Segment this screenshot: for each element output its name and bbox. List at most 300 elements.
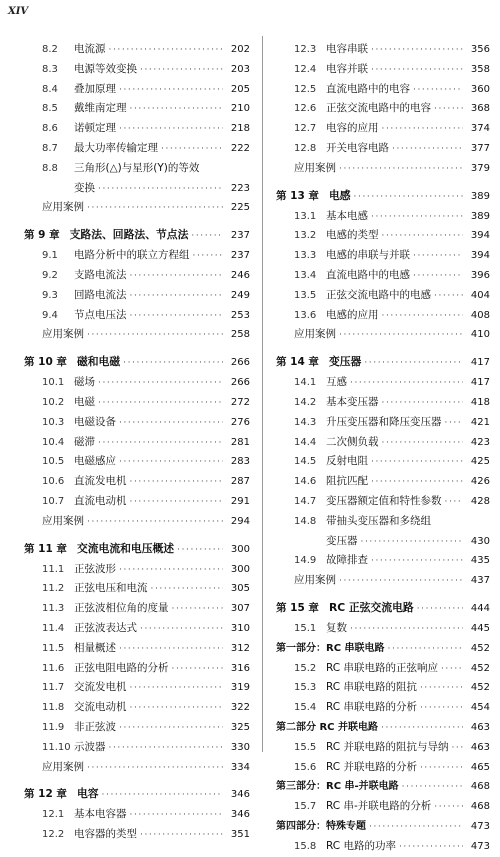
page-ref: 410	[470, 329, 490, 341]
toc-section[interactable]	[24, 678, 250, 698]
page-ref: 377	[470, 142, 490, 154]
page-ref: 281	[230, 436, 250, 448]
section-number: 11.1	[42, 563, 65, 575]
dot-leader	[123, 352, 223, 374]
section-number: 10.6	[42, 476, 65, 488]
section-number: 9.1	[42, 250, 58, 262]
section-number: 8.7	[42, 142, 58, 154]
toc-section[interactable]	[276, 99, 490, 119]
toc-section[interactable]	[276, 837, 490, 857]
toc-section[interactable]	[24, 619, 250, 639]
toc-part-heading[interactable]	[276, 718, 490, 738]
dot-leader	[193, 247, 224, 267]
page-ref: 330	[230, 741, 250, 753]
dot-leader	[119, 561, 223, 581]
page-ref: 445	[470, 622, 490, 634]
toc-section[interactable]	[24, 286, 250, 306]
toc-section[interactable]	[276, 139, 490, 159]
entry-title: 电感的应用	[326, 308, 379, 321]
dot-leader	[434, 100, 463, 120]
section-number: 12.7	[294, 123, 317, 135]
page-ref: 454	[470, 702, 490, 714]
page-ref: 473	[470, 820, 490, 832]
entry-title: 示波器	[74, 740, 106, 753]
dot-leader	[413, 267, 463, 287]
dot-leader	[172, 600, 224, 620]
page-ref: 291	[230, 495, 250, 507]
toc-right-column	[276, 40, 490, 856]
page-ref: 246	[230, 269, 250, 281]
dot-leader	[388, 640, 463, 660]
dot-leader	[130, 267, 224, 287]
toc-section[interactable]	[24, 639, 250, 659]
toc-entry[interactable]	[24, 512, 250, 532]
toc-section[interactable]	[276, 373, 490, 393]
section-number: 12.1	[42, 809, 65, 821]
entry-title: 回路电流法	[74, 288, 127, 301]
entry-title: RC 串联电路的阻抗	[326, 681, 417, 694]
dot-leader	[382, 434, 464, 454]
page-ref: 389	[470, 210, 490, 222]
page-ref: 237	[230, 230, 250, 242]
section-number: 15.2	[294, 662, 317, 674]
page-ref: 408	[470, 309, 490, 321]
entry-title: 叠加原理	[74, 82, 116, 95]
page-ref: 374	[470, 123, 490, 135]
page-ref: 225	[230, 202, 250, 214]
entry-title: 电源等效变换	[74, 62, 137, 75]
toc-section[interactable]	[276, 60, 490, 80]
dot-leader	[420, 759, 463, 779]
page-ref: 237	[230, 250, 250, 262]
entry-title: 相量概述	[74, 641, 116, 654]
toc-section[interactable]	[276, 226, 490, 246]
page-ref: 396	[470, 269, 490, 281]
section-number: 11.9	[42, 721, 65, 733]
dot-leader	[119, 120, 223, 140]
page-ref: 258	[230, 329, 250, 341]
page-ref: 319	[230, 682, 250, 694]
toc-section[interactable]	[276, 698, 490, 718]
chapter-number: 第 12 章	[24, 788, 67, 801]
toc-section[interactable]	[276, 659, 490, 679]
section-number: 13.4	[294, 269, 317, 281]
toc-section[interactable]	[276, 452, 490, 472]
page-ref: 223	[230, 182, 250, 194]
toc-chapter[interactable]	[24, 224, 250, 246]
toc-section[interactable]	[276, 207, 490, 227]
page-ref: 312	[230, 642, 250, 654]
entry-title: 正弦交流电路中的电容	[326, 102, 431, 115]
dot-leader	[172, 660, 224, 680]
toc-entry[interactable]	[276, 571, 490, 591]
section-number: 14.8	[294, 515, 317, 527]
toc-section[interactable]	[24, 805, 250, 825]
toc-section-continuation[interactable]	[24, 179, 250, 199]
page-ref: 379	[470, 162, 490, 174]
entry-title: 电磁设备	[74, 415, 116, 428]
page-ref: 351	[230, 829, 250, 841]
page-ref: 272	[230, 396, 250, 408]
entry-title: 电感	[328, 188, 351, 202]
entry-title: 互感	[326, 376, 347, 389]
page-ref: 305	[230, 583, 250, 595]
section-number: 14.3	[294, 416, 317, 428]
section-number: 11.4	[42, 622, 65, 634]
dot-leader	[382, 307, 464, 327]
entry-title: 直流发电机	[74, 475, 127, 488]
toc-section[interactable]	[24, 560, 250, 580]
entry-title: 应用案例	[294, 574, 336, 587]
toc-entry[interactable]	[276, 325, 490, 345]
entry-title: 磁场	[74, 376, 95, 389]
toc-section[interactable]	[24, 139, 250, 159]
section-number: 13.1	[294, 210, 317, 222]
toc-section[interactable]	[276, 119, 490, 139]
section-number: 13.5	[294, 289, 317, 301]
toc-section[interactable]	[276, 413, 490, 433]
dot-leader	[420, 679, 463, 699]
entry-title: 电容	[76, 787, 99, 801]
dot-leader	[371, 473, 463, 493]
page-ref: 249	[230, 289, 250, 301]
page-ref: 463	[470, 741, 490, 753]
page-ref: 266	[230, 357, 250, 369]
page-ref: 404	[470, 289, 490, 301]
dot-leader	[402, 778, 463, 798]
toc-section[interactable]	[24, 119, 250, 139]
dot-leader	[434, 798, 463, 818]
dot-leader	[382, 394, 464, 414]
section-number: 9.3	[42, 289, 58, 301]
section-number: 14.4	[294, 436, 317, 448]
dot-leader	[350, 374, 463, 394]
dot-leader	[119, 414, 223, 434]
dot-leader	[177, 539, 223, 561]
section-number: 15.8	[294, 840, 317, 852]
toc-section[interactable]	[276, 433, 490, 453]
toc-section[interactable]	[24, 246, 250, 266]
toc-section[interactable]	[24, 306, 250, 326]
column-divider	[262, 36, 263, 752]
dot-leader	[119, 719, 223, 739]
entry-title: 带抽头变压器和多绕组	[326, 514, 431, 527]
chapter-number: 第 13 章	[276, 189, 319, 202]
dot-leader	[102, 784, 223, 806]
toc-section[interactable]	[276, 286, 490, 306]
section-number: 15.4	[294, 702, 317, 714]
toc-section[interactable]	[276, 758, 490, 778]
dot-leader	[109, 739, 224, 759]
dot-leader	[350, 620, 463, 640]
entry-title: 应用案例	[42, 328, 84, 341]
section-number: 10.2	[42, 396, 65, 408]
entry-title: 变压器	[326, 534, 358, 547]
dot-leader	[98, 374, 223, 394]
page-ref: 205	[230, 83, 250, 95]
entry-title: RC 串联电路的分析	[326, 701, 417, 714]
dot-leader	[140, 61, 223, 81]
page-ref: 316	[230, 662, 250, 674]
toc-section[interactable]	[24, 472, 250, 492]
toc-entry[interactable]	[24, 198, 250, 218]
entry-title: 电容的应用	[326, 122, 379, 135]
dot-leader	[420, 699, 463, 719]
page-ref: 222	[230, 142, 250, 154]
page-number: XIV	[8, 6, 29, 17]
toc-section[interactable]	[24, 60, 250, 80]
page-ref: 473	[470, 840, 490, 852]
entry-title: 正弦波形	[74, 562, 116, 575]
entry-title: 电容器的类型	[74, 828, 137, 841]
dot-leader	[417, 598, 463, 620]
entry-title: 升压变压器和降压变压器	[326, 415, 442, 428]
toc-section[interactable]	[276, 393, 490, 413]
dot-leader	[87, 326, 223, 346]
toc-section[interactable]	[24, 159, 250, 179]
page-ref: 444	[470, 602, 490, 614]
toc-chapter[interactable]	[276, 185, 490, 207]
toc-chapter[interactable]	[24, 351, 250, 373]
toc-section[interactable]	[24, 99, 250, 119]
toc-section[interactable]	[24, 825, 250, 845]
toc-section[interactable]	[276, 797, 490, 817]
dot-leader	[151, 580, 224, 600]
toc-section[interactable]	[276, 306, 490, 326]
page-ref: 417	[470, 377, 490, 389]
dot-leader	[451, 739, 463, 759]
page-ref: 423	[470, 436, 490, 448]
entry-title: 正弦交流电路中的电感	[326, 288, 431, 301]
page-ref: 202	[230, 44, 250, 55]
dot-leader	[339, 326, 463, 346]
section-number: 13.6	[294, 309, 317, 321]
section-number: 11.5	[42, 642, 65, 654]
section-number: 8.8	[42, 162, 58, 174]
entry-title: 应用案例	[294, 161, 336, 174]
page-ref: 334	[230, 761, 250, 773]
section-number: 11.2	[42, 583, 65, 595]
entry-title: RC 并联电路的分析	[326, 760, 417, 773]
page-ref: 346	[230, 789, 250, 801]
toc-section[interactable]	[24, 492, 250, 512]
page-ref: 437	[470, 575, 490, 587]
page-ref: 346	[230, 809, 250, 821]
entry-title: 交流电流和电压概述	[76, 541, 175, 555]
dot-leader	[130, 679, 224, 699]
toc-section[interactable]	[276, 246, 490, 266]
toc-entry[interactable]	[24, 325, 250, 345]
entry-title: 诺顿定理	[74, 122, 116, 135]
entry-title: 第三部分：RC 串-并联电路	[276, 781, 399, 793]
entry-title: 应用案例	[294, 328, 336, 341]
entry-title: RC 串联电路的正弦响应	[326, 661, 438, 674]
page-ref: 425	[470, 456, 490, 468]
section-number: 14.1	[294, 377, 317, 389]
toc-section[interactable]	[24, 698, 250, 718]
entry-title: 直流电路中的电容	[326, 82, 410, 95]
section-number: 8.5	[42, 103, 58, 115]
entry-title: 阻抗匹配	[326, 475, 368, 488]
toc-section[interactable]	[24, 393, 250, 413]
page-ref: 300	[230, 543, 250, 555]
section-number: 15.5	[294, 741, 317, 753]
toc-section[interactable]	[24, 433, 250, 453]
entry-title: 第一部分：RC 串联电路	[276, 642, 385, 654]
entry-title: 二次侧负载	[326, 435, 379, 448]
section-number: 12.8	[294, 142, 317, 154]
page-ref: 300	[230, 563, 250, 575]
entry-title: RC 正弦交流电路	[328, 600, 414, 614]
entry-title: 应用案例	[42, 760, 84, 773]
entry-title: 最大功率传输定理	[74, 141, 158, 154]
entry-title: 非正弦波	[74, 720, 116, 733]
section-number: 8.6	[42, 123, 58, 135]
toc-section[interactable]	[24, 413, 250, 433]
dot-leader	[382, 227, 464, 247]
toc-entry[interactable]	[24, 758, 250, 778]
entry-title: RC 串-并联电路的分析	[326, 800, 432, 813]
entry-title: 直流电动机	[74, 494, 127, 507]
dot-leader	[371, 453, 463, 473]
section-number: 15.6	[294, 761, 317, 773]
dot-leader	[130, 806, 224, 826]
entry-title: 开关电容电路	[326, 141, 389, 154]
page-ref: 325	[230, 721, 250, 733]
page-ref: 452	[470, 642, 490, 654]
toc-section[interactable]	[276, 492, 490, 512]
toc-entry[interactable]	[276, 159, 490, 179]
dot-leader	[191, 225, 223, 247]
page-ref: 294	[230, 515, 250, 527]
entry-title: 基本变压器	[326, 395, 379, 408]
section-number: 10.7	[42, 495, 65, 507]
section-number: 13.3	[294, 250, 317, 262]
entry-title: 电磁感应	[74, 455, 116, 468]
page-ref: 356	[470, 44, 490, 55]
dot-leader	[361, 533, 464, 553]
toc-section[interactable]	[24, 599, 250, 619]
section-number: 12.3	[294, 44, 317, 55]
dot-leader	[371, 208, 463, 228]
entry-title: 三角形(△)与星形(Y)的等效	[74, 161, 200, 174]
toc-section[interactable]	[24, 266, 250, 286]
entry-title: 磁滞	[74, 435, 95, 448]
entry-title: 正弦电压和电流	[74, 582, 148, 595]
toc-section[interactable]	[276, 551, 490, 571]
section-number: 14.7	[294, 495, 317, 507]
toc-chapter[interactable]	[24, 783, 250, 805]
dot-leader	[364, 352, 463, 374]
toc-section[interactable]	[276, 512, 490, 532]
entry-title: 变压器额定值和特性参数	[326, 494, 442, 507]
page-ref: 203	[230, 63, 250, 75]
dot-leader	[130, 307, 224, 327]
page-ref: 266	[230, 377, 250, 389]
toc-section[interactable]	[24, 80, 250, 100]
page-ref: 468	[470, 801, 490, 813]
toc-section[interactable]	[276, 678, 490, 698]
entry-title: 电路分析中的联立方程组	[74, 249, 190, 262]
dot-leader	[399, 838, 463, 857]
entry-title: 变压器	[328, 355, 362, 369]
entry-title: 第二部分 RC 并联电路	[276, 721, 379, 733]
toc-section[interactable]	[276, 266, 490, 286]
dot-leader	[413, 81, 463, 101]
entry-title: 变换	[74, 181, 95, 194]
section-number: 11.10	[42, 741, 71, 753]
dot-leader	[413, 247, 463, 267]
toc-section[interactable]	[276, 80, 490, 100]
entry-title: 正弦波表达式	[74, 621, 137, 634]
toc-section[interactable]	[24, 718, 250, 738]
toc-chapter[interactable]	[24, 538, 250, 560]
toc-section[interactable]	[276, 619, 490, 639]
page-ref: 253	[230, 309, 250, 321]
section-number: 14.2	[294, 396, 317, 408]
toc-section[interactable]	[24, 659, 250, 679]
dot-leader	[382, 120, 464, 140]
page-ref: 287	[230, 476, 250, 488]
page-ref: 421	[470, 416, 490, 428]
toc-section[interactable]	[276, 40, 490, 60]
entry-title: 应用案例	[42, 201, 84, 214]
toc-chapter[interactable]	[276, 597, 490, 619]
entry-title: 支路法、回路法、节点法	[69, 228, 189, 242]
section-number: 11.3	[42, 603, 65, 615]
dot-leader	[87, 199, 223, 219]
toc-section[interactable]	[24, 452, 250, 472]
dot-leader	[371, 61, 463, 81]
toc-section[interactable]	[24, 40, 250, 60]
entry-title: 第四部分：特殊专题	[276, 820, 366, 832]
section-number: 14.6	[294, 476, 317, 488]
section-number: 10.4	[42, 436, 65, 448]
page-ref: 218	[230, 123, 250, 135]
toc-section[interactable]	[24, 373, 250, 393]
dot-leader	[130, 100, 224, 120]
page-ref: 418	[470, 396, 490, 408]
toc-part-heading[interactable]	[276, 639, 490, 659]
page-ref: 463	[470, 721, 490, 733]
section-number: 9.4	[42, 309, 58, 321]
entry-title: 磁和电磁	[76, 355, 121, 369]
toc-section[interactable]	[24, 738, 250, 758]
page-ref: 468	[470, 781, 490, 793]
toc-left-column	[24, 40, 250, 845]
dot-leader	[140, 826, 223, 846]
dot-leader	[369, 818, 463, 838]
entry-title: RC 电路的功率	[326, 839, 396, 852]
section-number: 12.5	[294, 83, 317, 95]
toc-part-heading[interactable]	[276, 817, 490, 837]
page-ref: 276	[230, 416, 250, 428]
section-number: 10.1	[42, 377, 65, 389]
entry-title: 电磁	[74, 395, 95, 408]
toc-chapter[interactable]	[276, 351, 490, 373]
toc-section[interactable]	[276, 738, 490, 758]
dot-leader	[434, 287, 463, 307]
entry-title: 正弦波相位角的度量	[74, 602, 169, 615]
toc-section-continuation[interactable]	[276, 532, 490, 552]
chapter-number: 第 9 章	[24, 229, 60, 242]
toc-part-heading[interactable]	[276, 777, 490, 797]
dot-leader	[119, 640, 223, 660]
toc-section[interactable]	[24, 579, 250, 599]
toc-section[interactable]	[276, 472, 490, 492]
section-number: 15.7	[294, 801, 317, 813]
dot-leader	[140, 620, 223, 640]
